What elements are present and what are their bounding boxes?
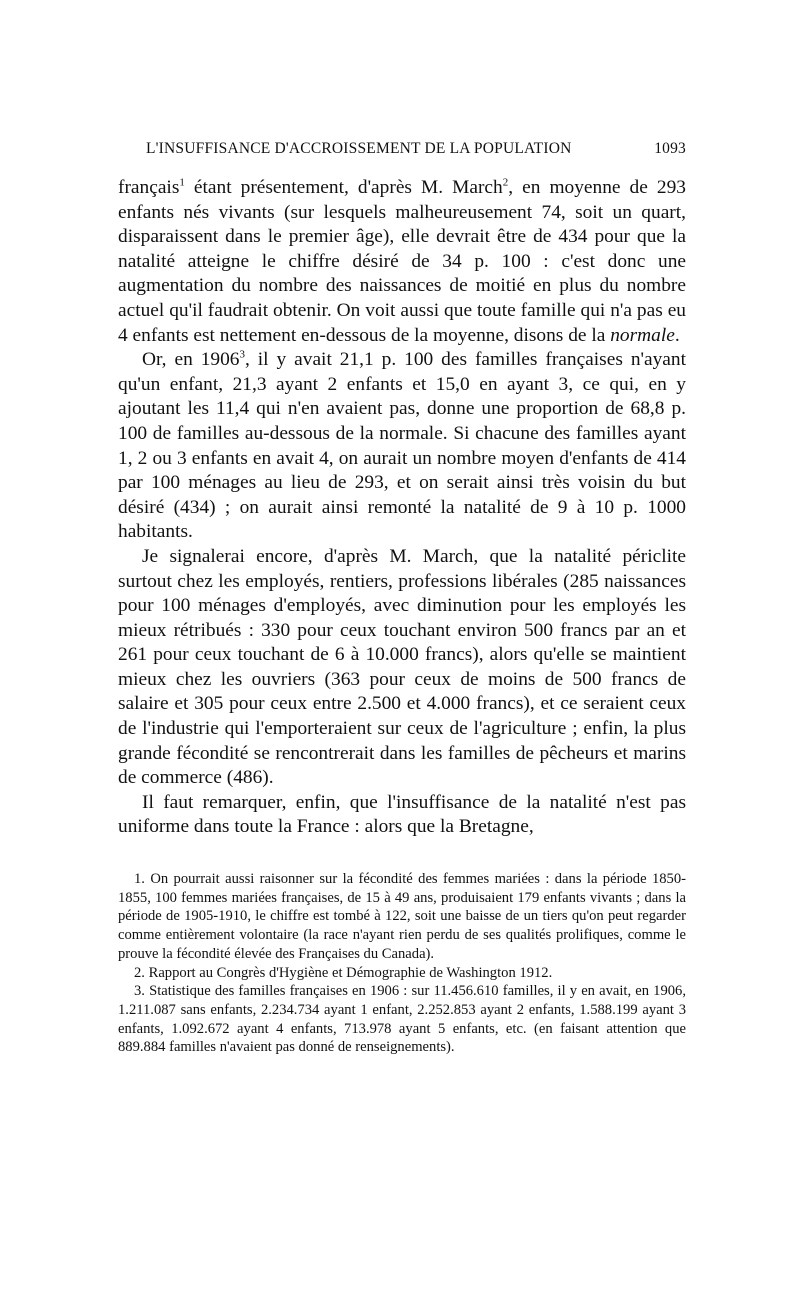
text-run: étant présentement, d'après M. March bbox=[184, 177, 503, 198]
running-header bbox=[146, 140, 686, 158]
book-page bbox=[118, 140, 686, 1057]
text-run: français bbox=[118, 177, 180, 198]
italic-text: normale bbox=[610, 324, 675, 346]
paragraph: Il faut remarquer, enfin, que l'insuffisance de la natalité n'est pas uniforme dans toute la France : alors que la Bretagne, bbox=[118, 791, 686, 838]
text-run: , il y avait 21,1 p. 100 des familles françaises n'ayant qu'un enfant, 21,3 ayant 2 enfants et 15,0 en ayant 3, ce qui, en y ajoutant les 11,4 qui n'en avaient pas, donne une proportion de 68,8 p. 100 de familles au-dessous de la normale. Si chacune des familles ayant 1, 2 ou 3 enfants en avait 4, on aurait un nombre moyen d'enfants de 414 par 100 ménages au lieu de 293, et on serait ainsi très voisin du but désiré (434) ; on aurait ainsi remonté la natalité de 9 à 10 p. 1000 habitants. bbox=[118, 349, 686, 543]
footnote-ref: 3 bbox=[239, 348, 245, 361]
paragraph bbox=[118, 176, 686, 348]
page-number: 1093 bbox=[654, 140, 686, 157]
footnote: 3. Statistique des familles françaises en 1906 : sur 11.456.610 familles, il y en avait, en 1906, 1.211.087 sans enfants, 2.234.734 ayant 1 enfant, 2.252.853 ayant 2 enfants, 1.588.199 ayant 3 enfants, 1.092.672 ayant 4 enfants, 713.978 ayant 5 enfants, etc. (en faisant attention que 889.884 familles n'avaient pas donné de renseignements). bbox=[118, 983, 686, 1056]
running-title: L'INSUFFISANCE D'ACCROISSEMENT DE LA POPULATION bbox=[146, 140, 572, 157]
footnote-ref: 1 bbox=[179, 176, 185, 189]
main-text bbox=[118, 176, 686, 840]
text-run: , en moyenne de 293 enfants nés vivants (sur lesquels malheureusement 74, soit un quart, disparaissent dans le premier âge), elle devrait être de 434 pour que la natalité atteigne le chiffre désiré de 34 p. 100 : c'est donc une augmentation du nombre des naissances de moitié en plus du nombre actuel qu'il faudrait obtenir. On voit aussi que toute famille qui n'a pas eu 4 enfants est nettement en-dessous de la moyenne, disons de la bbox=[118, 177, 686, 346]
paragraph: Je signalerai encore, d'après M. March, que la natalité périclite surtout chez les employés, rentiers, professions libérales (285 naissances pour 100 ménages d'employés, avec diminution pour les employés les mieux rétribués : 330 pour ceux touchant environ 500 francs par an et 261 pour ceux touchant de 6 à 10.000 francs), alors qu'elle se maintient mieux chez les ouvriers (363 pour ceux de moins de 500 francs de salaire et 305 pour ceux entre 2.500 et 4.000 francs), et ce seraient ceux de l'industrie qui l'emporteraient sur ceux de l'agriculture ; enfin, la plus grande fécondité se rencontrerait dans les familles de pêcheurs et marins de commerce (486). bbox=[118, 545, 686, 789]
footnote: 1. On pourrait aussi raisonner sur la fécondité des femmes mariées : dans la période 1850-1855, 100 femmes mariées françaises, de 15 à 49 ans, produisaient 179 enfants vivants ; dans la période de 1905-1910, le chiffre est tombé à 122, soit une baisse de un tiers qu'on peut regarder comme entièrement volontaire (la race n'ayant rien perdu de ses qualités prolifiques, comme le prouve la fécondité élevée des Françaises du Canada). bbox=[118, 871, 686, 962]
text-run: Or, en 1906 bbox=[142, 349, 240, 371]
footnotes bbox=[118, 870, 686, 1057]
footnote: 2. Rapport au Congrès d'Hygiène et Démographie de Washington 1912. bbox=[134, 964, 553, 981]
footnote-ref: 2 bbox=[502, 176, 509, 189]
text-run: . bbox=[674, 324, 680, 346]
paragraph bbox=[118, 348, 686, 545]
